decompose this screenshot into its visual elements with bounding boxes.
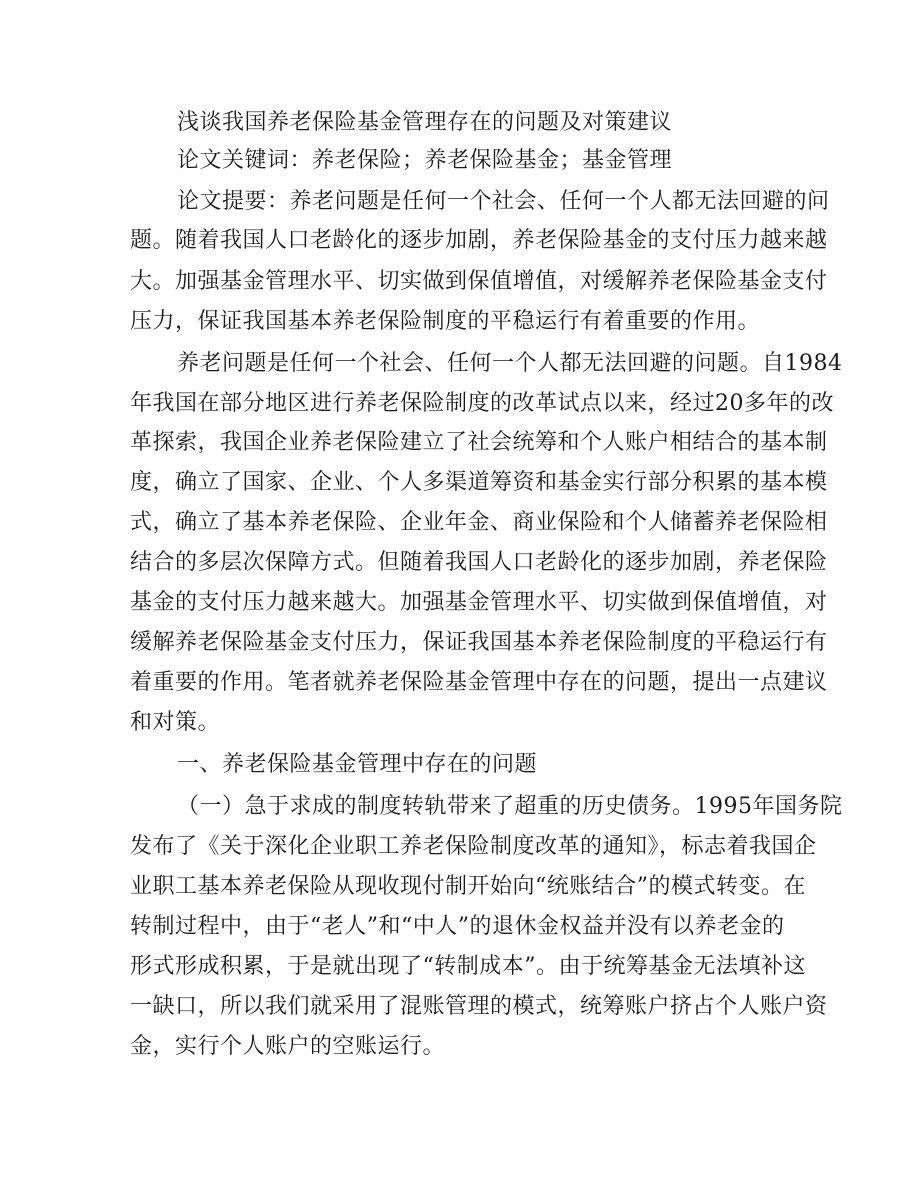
intro-line: 年我国在部分地区进行养老保险制度的改革试点以来，经过20多年的改 xyxy=(130,391,834,416)
intro-line: 结合的多层次保障方式。但随着我国人口老龄化的逐步加剧，养老保险 xyxy=(130,550,828,575)
subsection-line: 一缺口，所以我们就采用了混账管理的模式，统筹账户挤占个人账户资 xyxy=(130,994,828,1019)
intro-line: 缓解养老保险基金支付压力，保证我国基本养老保险制度的平稳运行有 xyxy=(130,630,828,655)
intro-line: 着重要的作用。笔者就养老保险基金管理中存在的问题，提出一点建议 xyxy=(130,670,828,695)
intro-line: 革探索，我国企业养老保险建立了社会统筹和个人账户相结合的基本制 xyxy=(130,430,828,455)
abstract-line: 压力，保证我国基本养老保险制度的平稳运行有着重要的作用。 xyxy=(130,309,761,334)
intro-line: 式，确立了基本养老保险、企业年金、商业保险和个人储蓄养老保险相 xyxy=(130,510,828,535)
subsection-line: 金，实行个人账户的空账运行。 xyxy=(130,1034,446,1059)
section-heading: 一、养老保险基金管理中存在的问题 xyxy=(177,752,538,777)
keywords-line: 论文关键词：养老保险；养老保险基金；基金管理 xyxy=(177,148,673,173)
subsection-line: 转制过程中，由于“老人”和“中人”的退休金权益并没有以养老金的 xyxy=(130,914,785,939)
subsection-line: 发布了《关于深化企业职工养老保险制度改革的通知》，标志着我国企 xyxy=(130,834,817,859)
subsection-line: 业职工基本养老保险从现收现付制开始向“统账结合”的模式转变。在 xyxy=(130,874,806,899)
intro-line: 度，确立了国家、企业、个人多渠道筹资和基金实行部分积累的基本模 xyxy=(130,470,828,495)
intro-line: 养老问题是任何一个社会、任何一个人都无法回避的问题。自1984 xyxy=(177,351,843,376)
abstract-line: 论文提要：养老问题是任何一个社会、任何一个人都无法回避的问 xyxy=(177,189,830,214)
document-title: 浅谈我国养老保险基金管理存在的问题及对策建议 xyxy=(177,110,673,135)
intro-line: 基金的支付压力越来越大。加强基金管理水平、切实做到保值增值，对 xyxy=(130,590,828,615)
subsection-line: 形式形成积累，于是就出现了“转制成本”。由于统筹基金无法填补这 xyxy=(130,954,806,979)
abstract-line: 题。随着我国人口老龄化的逐步加剧，养老保险基金的支付压力越来越 xyxy=(130,228,828,253)
intro-line: 和对策。 xyxy=(130,710,221,735)
subsection-line: （一）急于求成的制度转轨带来了超重的历史债务。1995年国务院 xyxy=(177,794,843,819)
abstract-line: 大。加强基金管理水平、切实做到保值增值，对缓解养老保险基金支付 xyxy=(130,269,828,294)
